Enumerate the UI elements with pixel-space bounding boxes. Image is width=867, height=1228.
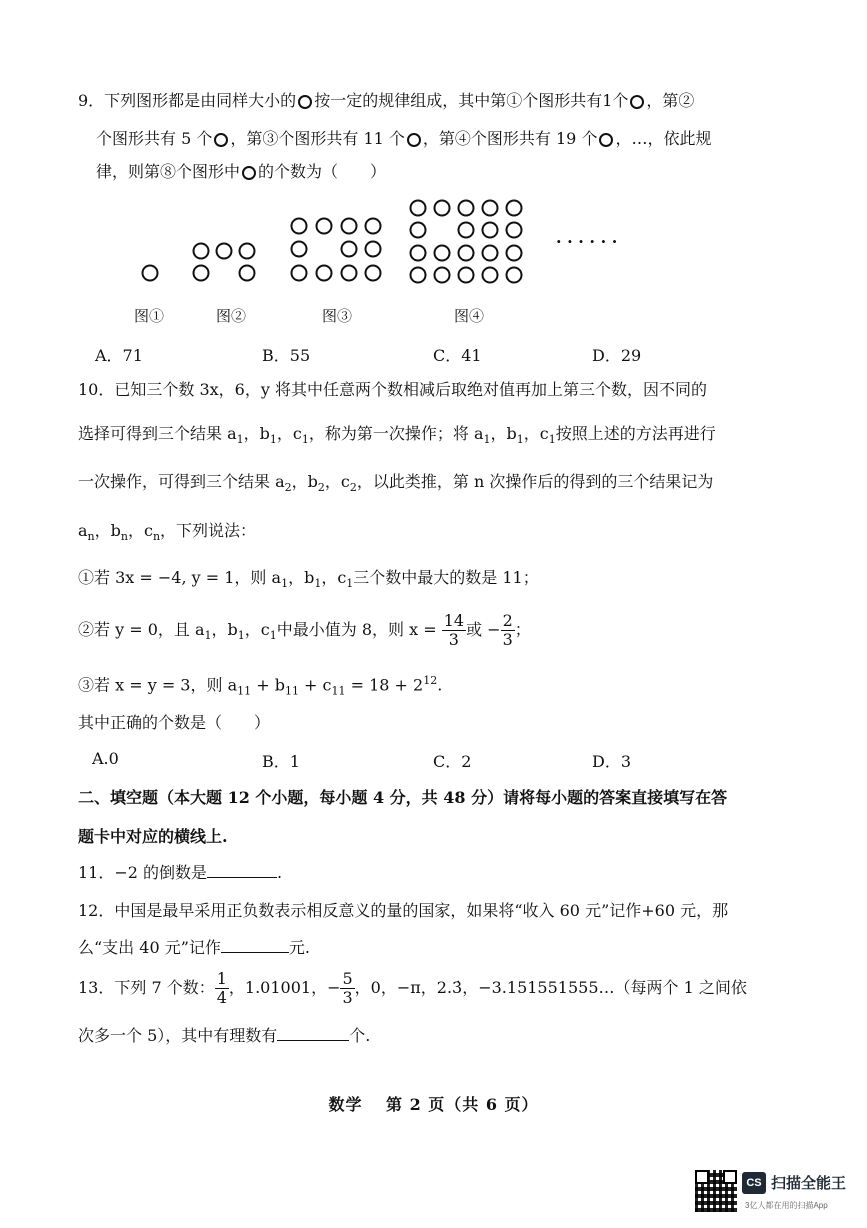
fraction-14-3: $\frac{14}{3}$ bbox=[443, 611, 465, 649]
figure4-circle bbox=[507, 201, 522, 216]
fraction-2-3: $\frac{2}{3}$ bbox=[502, 611, 513, 649]
figure2-circle bbox=[240, 266, 255, 281]
q9-line2: 个图形共有 5 个 ，第③个图形共有 11 个 ，第④个图形共有 19 个 ，…，依此规 bbox=[96, 129, 712, 148]
figure1-circle bbox=[143, 266, 158, 281]
q11: 11．−2 的倒数是 . bbox=[78, 863, 283, 882]
figure4-circle bbox=[459, 201, 474, 216]
q10-statement-1: ①若 3x = −4, y = 1，则 $a_1$，$b_1$，$c_1$三个数中最大的数是 11； bbox=[78, 568, 539, 591]
figure4-circle bbox=[459, 223, 474, 238]
figure2-circle bbox=[194, 266, 209, 281]
figure2-circle bbox=[217, 244, 232, 259]
camscanner-tagline: 3亿人都在用的扫描App bbox=[745, 1201, 828, 1210]
figure4-circle bbox=[507, 223, 522, 238]
figure3-circle bbox=[366, 266, 381, 281]
q10-line4: $a_n$，$b_n$，$c_n$，下列说法： bbox=[78, 521, 257, 544]
choice-a[interactable]: A．71 bbox=[95, 346, 143, 365]
q13-line1: 13．下列 7 个数： $\frac{1}{4}$ ，1.01001，− $\frac{5}{3}$ ，0，−π，2.3̇，−3.151551555…（每两个 1 之间依 bbox=[78, 969, 747, 1007]
figure4-circle bbox=[507, 268, 522, 283]
choice-b[interactable]: B．55 bbox=[262, 346, 311, 365]
figure3-circle bbox=[292, 242, 307, 257]
figure4-circle bbox=[411, 246, 426, 261]
figure3-circle bbox=[342, 242, 357, 257]
figure3-circle bbox=[366, 219, 381, 234]
figure4-circle bbox=[459, 246, 474, 261]
choice-c[interactable]: C．41 bbox=[433, 346, 482, 365]
q13-line2: 次多一个 5），其中有理数有 个. bbox=[78, 1026, 371, 1045]
figure3-circle bbox=[317, 266, 332, 281]
circle-icon bbox=[407, 133, 421, 147]
camscanner-name: 扫描全能王 bbox=[771, 1175, 847, 1192]
camscanner-logo: CS bbox=[742, 1172, 766, 1194]
figure3-circle bbox=[342, 266, 357, 281]
answer-blank[interactable] bbox=[221, 938, 289, 953]
figure4-circle bbox=[483, 246, 498, 261]
figure-label-2: 图② bbox=[216, 307, 247, 325]
section-2-heading: 二、填空题（本大题 12 个小题，每小题 4 分，共 48 分）请将每小题的答案直接填写在答 bbox=[78, 788, 728, 807]
figure3-circle bbox=[342, 219, 357, 234]
page-footer: 数学 第 2 页（共 6 页） bbox=[328, 1095, 539, 1114]
figure4-circle bbox=[411, 201, 426, 216]
q9-line3: 律，则第⑧个图形中 的个数为（ ） bbox=[96, 162, 387, 181]
figure4-circle bbox=[483, 268, 498, 283]
figure4-circle bbox=[483, 201, 498, 216]
fraction-1-4: $\frac{1}{4}$ bbox=[216, 969, 227, 1007]
figure4-circle bbox=[435, 246, 450, 261]
figure4-circle bbox=[435, 201, 450, 216]
q10-line1: 10．已知三个数 3x，6，y 将其中任意两个数相减后取绝对值再加上第三个数，因不同的 bbox=[78, 380, 707, 399]
figure2-circle bbox=[194, 244, 209, 259]
figure3-circle bbox=[366, 242, 381, 257]
circle-icon bbox=[630, 95, 644, 109]
choice-a[interactable]: A.0 bbox=[92, 749, 119, 768]
answer-blank[interactable] bbox=[277, 1026, 349, 1041]
figure3-circle bbox=[292, 219, 307, 234]
qr-code-icon bbox=[695, 1170, 737, 1212]
figure-label-1: 图① bbox=[134, 307, 165, 325]
choice-c[interactable]: C．2 bbox=[433, 752, 472, 771]
figure4-circle bbox=[507, 246, 522, 261]
q10-statement-3: ③若 x = y = 3，则 $a_{11} + b_{11} + c_{11} = 18 + 2^{12}$. bbox=[78, 674, 443, 698]
figure4-circle bbox=[435, 268, 450, 283]
figure4-circle bbox=[459, 268, 474, 283]
figure4-circle bbox=[483, 223, 498, 238]
q9-line1: 9．下列图形都是由同样大小的 按一定的规律组成，其中第①个图形共有1个 ，第② bbox=[78, 91, 695, 110]
figure-label-3: 图③ bbox=[322, 307, 353, 325]
q10-question: 其中正确的个数是（ ） bbox=[78, 713, 271, 732]
figure4-circle bbox=[411, 223, 426, 238]
answer-blank[interactable] bbox=[207, 863, 277, 878]
circle-pattern-figure bbox=[0, 190, 867, 290]
choice-d[interactable]: D．29 bbox=[592, 346, 642, 365]
q10-line3: 一次操作，可得到三个结果 $a_2$，$b_2$，$c_2$，以此类推，第 n 次操作后的得到的三个结果记为 bbox=[78, 472, 714, 495]
figure3-circle bbox=[317, 219, 332, 234]
q10-line2: 选择可得到三个结果 $a_1$，$b_1$，$c_1$，称为第一次操作；将 $a_1$，$b_1$，$c_1$按照上述的方法再进行 bbox=[78, 424, 716, 447]
q10-statement-2: ②若 y = 0，且 $a_1$，$b_1$，$c_1$中最小值为 8，则 x = $\frac{14}{3}$ 或 − $\frac{2}{3}$ ； bbox=[78, 611, 531, 649]
figure2-circle bbox=[240, 244, 255, 259]
section-2-heading-line2: 题卡中对应的横线上. bbox=[78, 827, 228, 846]
figure3-circle bbox=[292, 266, 307, 281]
circle-icon bbox=[214, 133, 228, 147]
figure-label-4: 图④ bbox=[454, 307, 485, 325]
figure-ellipsis: · · · · · · bbox=[556, 232, 618, 251]
figure4-circle bbox=[411, 268, 426, 283]
circle-icon bbox=[242, 166, 256, 180]
circle-icon bbox=[298, 95, 312, 109]
fraction-5-3: $\frac{5}{3}$ bbox=[342, 969, 353, 1007]
q12-line2: 么“支出 40 元”记作 元. bbox=[78, 938, 310, 957]
circle-icon bbox=[599, 133, 613, 147]
choice-d[interactable]: D．3 bbox=[592, 752, 632, 771]
q12-line1: 12．中国是最早采用正负数表示相反意义的量的国家，如果将“收入 60 元”记作+60 元，那 bbox=[78, 901, 729, 920]
choice-b[interactable]: B．1 bbox=[262, 752, 300, 771]
